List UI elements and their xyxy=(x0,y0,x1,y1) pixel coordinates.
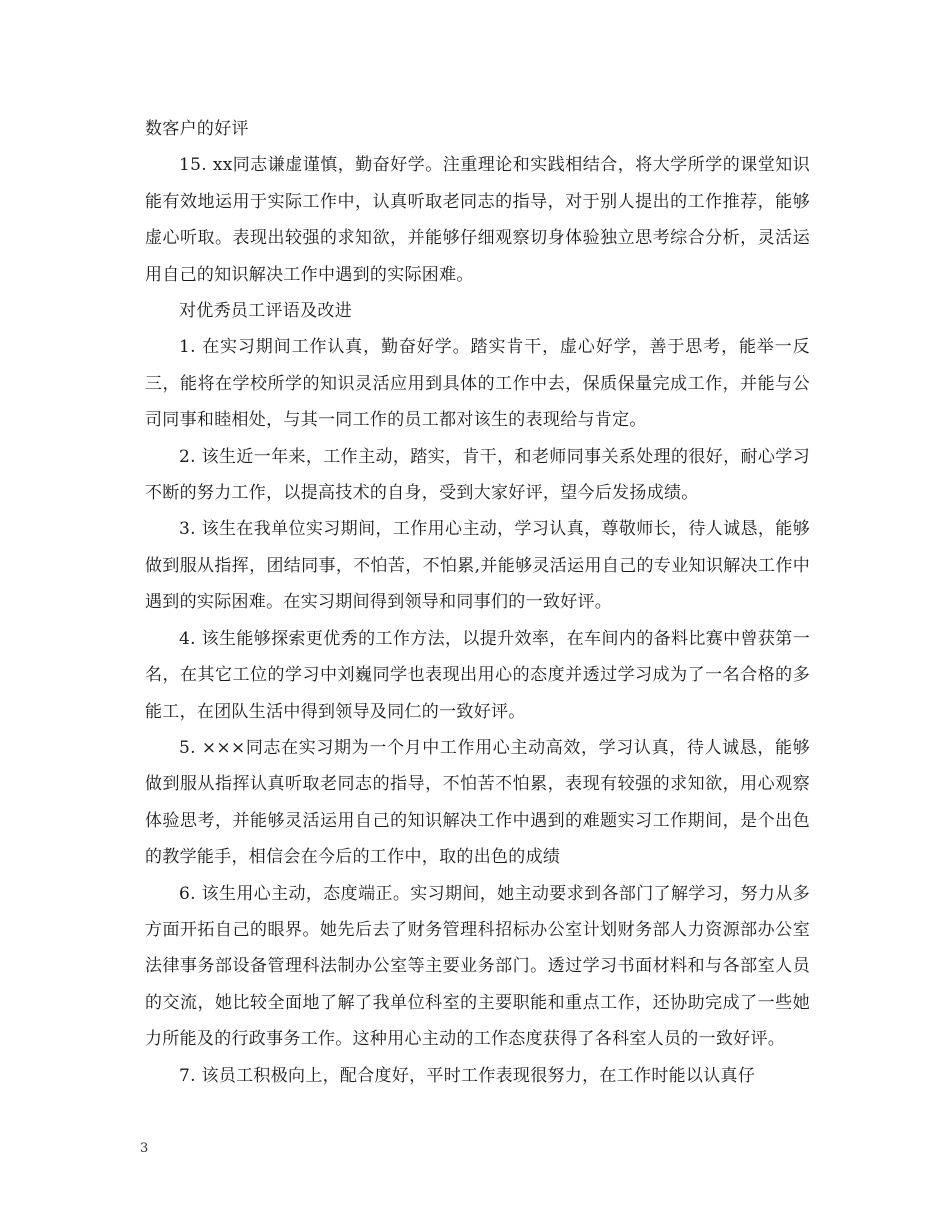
paragraph-item-6: 6. 该生用心主动，态度端正。实习期间，她主动要求到各部门了解学习，努力从多方面开拓自己的眼界。她先后去了财务管理科招标办公室计划财务部人力资源部办公室法律事务部设备管理科法制办公室等主要业务部门。透过学习书面材料和与各部室人员的交流，她比较全面地了解了我单位科室的主要职能和重点工作，还协助完成了一些她力所能及的行政事务工作。这种用心主动的工作态度获得了各科室人员的一致好评。 xyxy=(145,883,810,1050)
paragraph-item-7: 7. 该员工积极向上，配合度好，平时工作表现很努力，在工作时能以认真仔 xyxy=(179,1065,756,1086)
document-body xyxy=(145,111,810,1094)
paragraph-continuation: 数客户的好评 xyxy=(145,119,249,139)
paragraph-item-3: 3. 该生在我单位实习期间，工作用心主动，学习认真，尊敬师长，待人诚恳，能够做到服从指挥，团结同事，不怕苦，不怕累,并能够灵活运用自己的专业知识解决工作中遇到的实际困难。在实习期间得到领导和同事们的一致好评。 xyxy=(145,519,810,613)
page-number: 3 xyxy=(140,1141,149,1156)
paragraph-item-15: 15. xx同志谦虚谨慎，勤奋好学。注重理论和实践相结合，将大学所学的课堂知识能有效地运用于实际工作中，认真听取老同志的指导，对于别人提出的工作推荐，能够虚心听取。表现出较强的求知欲，并能够仔细观察切身体验独立思考综合分析，灵活运用自己的知识解决工作中遇到的实际困难。 xyxy=(145,155,810,285)
paragraph-item-2: 2. 该生近一年来，工作主动，踏实，肯干，和老师同事关系处理的很好，耐心学习不断的努力工作，以提高技术的自身，受到大家好评，望今后发扬成绩。 xyxy=(145,446,810,504)
paragraph-item-4: 4. 该生能够探索更优秀的工作方法，以提升效率，在车间内的备料比赛中曾获第一名，在其它工位的学习中刘巍同学也表现出用心的态度并透过学习成为了一名合格的多能工，在团队生活中得到领导及同仁的一致好评。 xyxy=(145,628,810,722)
section-heading: 对优秀员工评语及改进 xyxy=(179,301,352,322)
paragraph-item-1: 1. 在实习期间工作认真，勤奋好学。踏实肯干，虚心好学，善于思考，能举一反三，能将在学校所学的知识灵活应用到具体的工作中去，保质保量完成工作，并能与公司同事和睦相处，与其一同工作的员工都对该生的表现给与肯定。 xyxy=(145,337,810,431)
paragraph-item-5: 5. ×××同志在实习期为一个月中工作用心主动高效，学习认真，待人诚恳，能够做到服从指挥认真听取老同志的指导，不怕苦不怕累，表现有较强的求知欲，用心观察体验思考，并能够灵活运用自己的知识解决工作中遇到的难题实习工作期间，是个出色的教学能手，相信会在今后的工作中，取的出色的成绩 xyxy=(145,737,810,868)
